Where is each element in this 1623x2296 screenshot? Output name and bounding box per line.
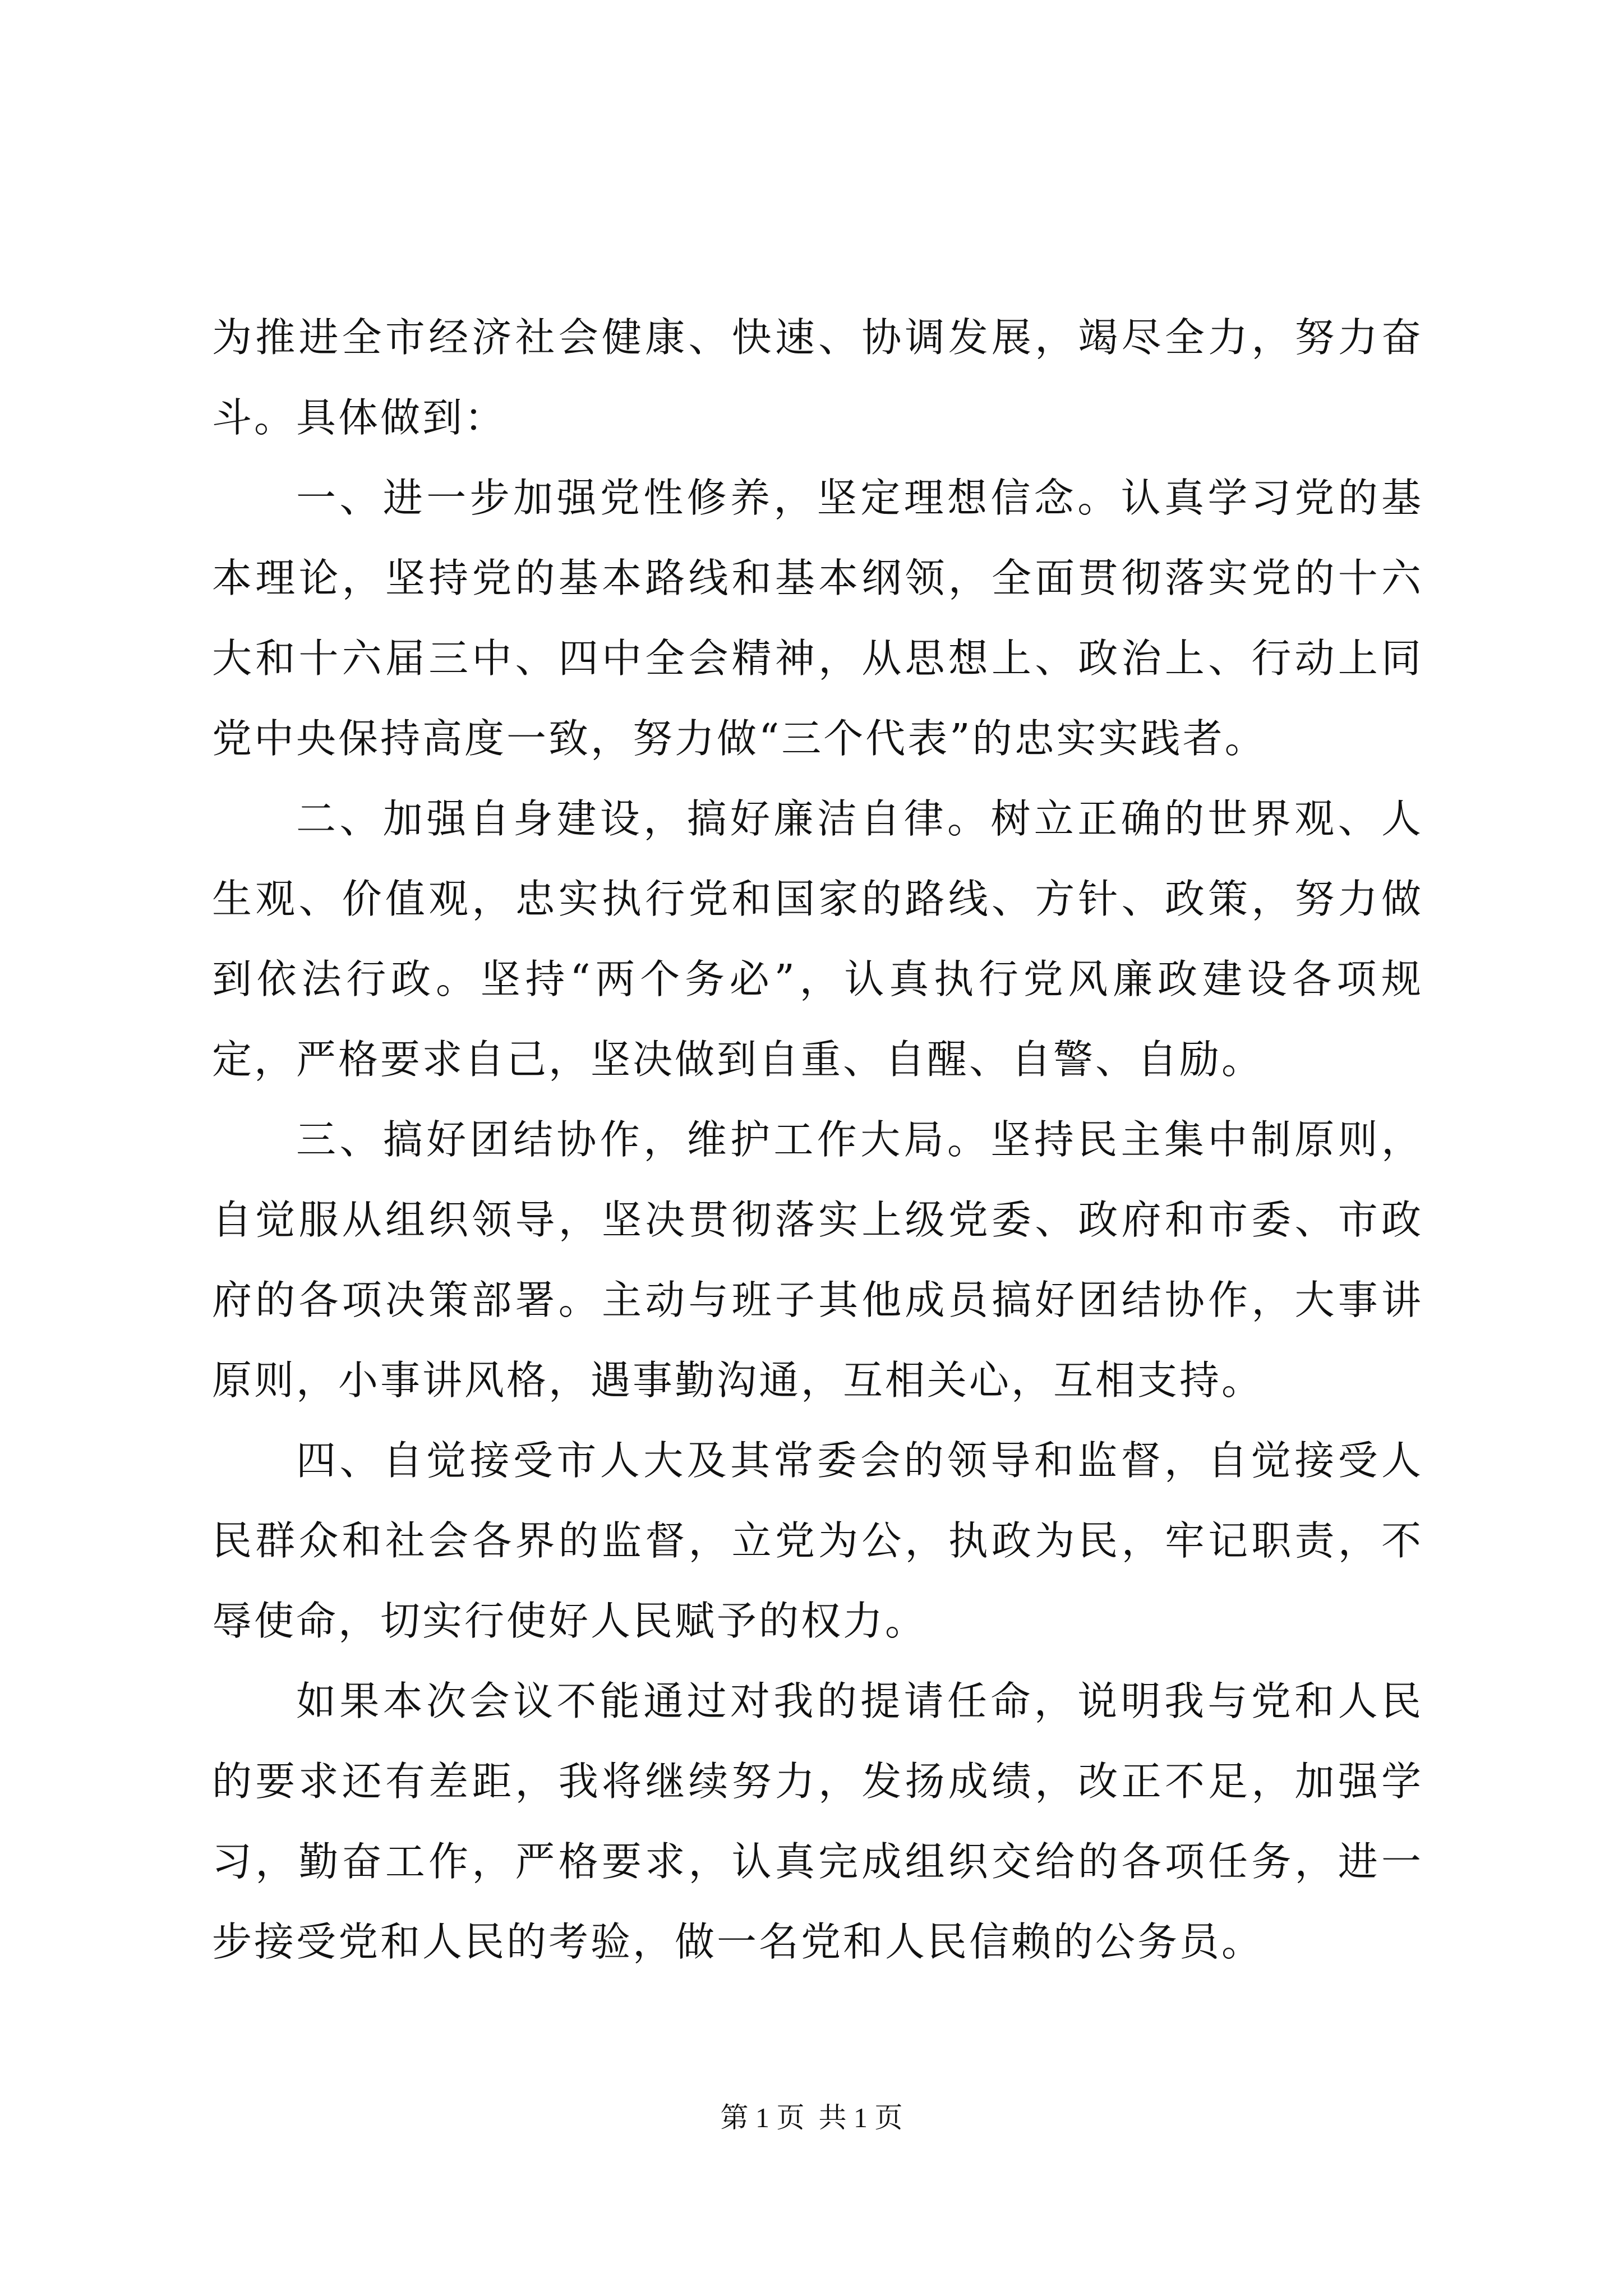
paragraph-item-four: 四、自觉接受市人大及其常委会的领导和监督，自觉接受人民群众和社会各界的监督，立党为公，执政为民，牢记职责，不辱使命，切实行使好人民赋予的权力。 [212, 1437, 1423, 1644]
document-body [212, 297, 1423, 1982]
paragraph-item-two: 二、加强自身建设，搞好廉洁自律。树立正确的世界观、人生观、价值观，忠实执行党和国家的路线、方针、政策，努力做到依法行政。坚持“两个务必”，认真执行党风廉政建设各项规定，严格要求自己，坚决做到自重、自醒、自警、自励。 [212, 795, 1423, 1083]
paragraph-continuation: 为推进全市经济社会健康、快速、协调发展，竭尽全力，努力奋斗。具体做到： [212, 314, 1423, 441]
paragraph-item-one: 一、进一步加强党性修养，坚定理想信念。认真学习党的基本理论，坚持党的基本路线和基本纲领，全面贯彻落实党的十六大和十六届三中、四中全会精神，从思想上、政治上、行动上同党中央保持高度一致，努力做“三个代表”的忠实实践者。 [212, 475, 1423, 762]
paragraph-closing: 如果本次会议不能通过对我的提请任命，说明我与党和人民的要求还有差距，我将继续努力，发扬成绩，改正不足，加强学习，勤奋工作，严格要求，认真完成组织交给的各项任务，进一步接受党和人民的考验，做一名党和人民信赖的公务员。 [212, 1678, 1423, 1965]
page-footer: 第 1 页 共 1 页 [720, 2102, 903, 2133]
paragraph-item-three: 三、搞好团结协作，维护工作大局。坚持民主集中制原则，自觉服从组织领导，坚决贯彻落实上级党委、政府和市委、市政府的各项决策部署。主动与班子其他成员搞好团结协作，大事讲原则，小事讲风格，遇事勤沟通，互相关心，互相支持。 [212, 1116, 1423, 1404]
